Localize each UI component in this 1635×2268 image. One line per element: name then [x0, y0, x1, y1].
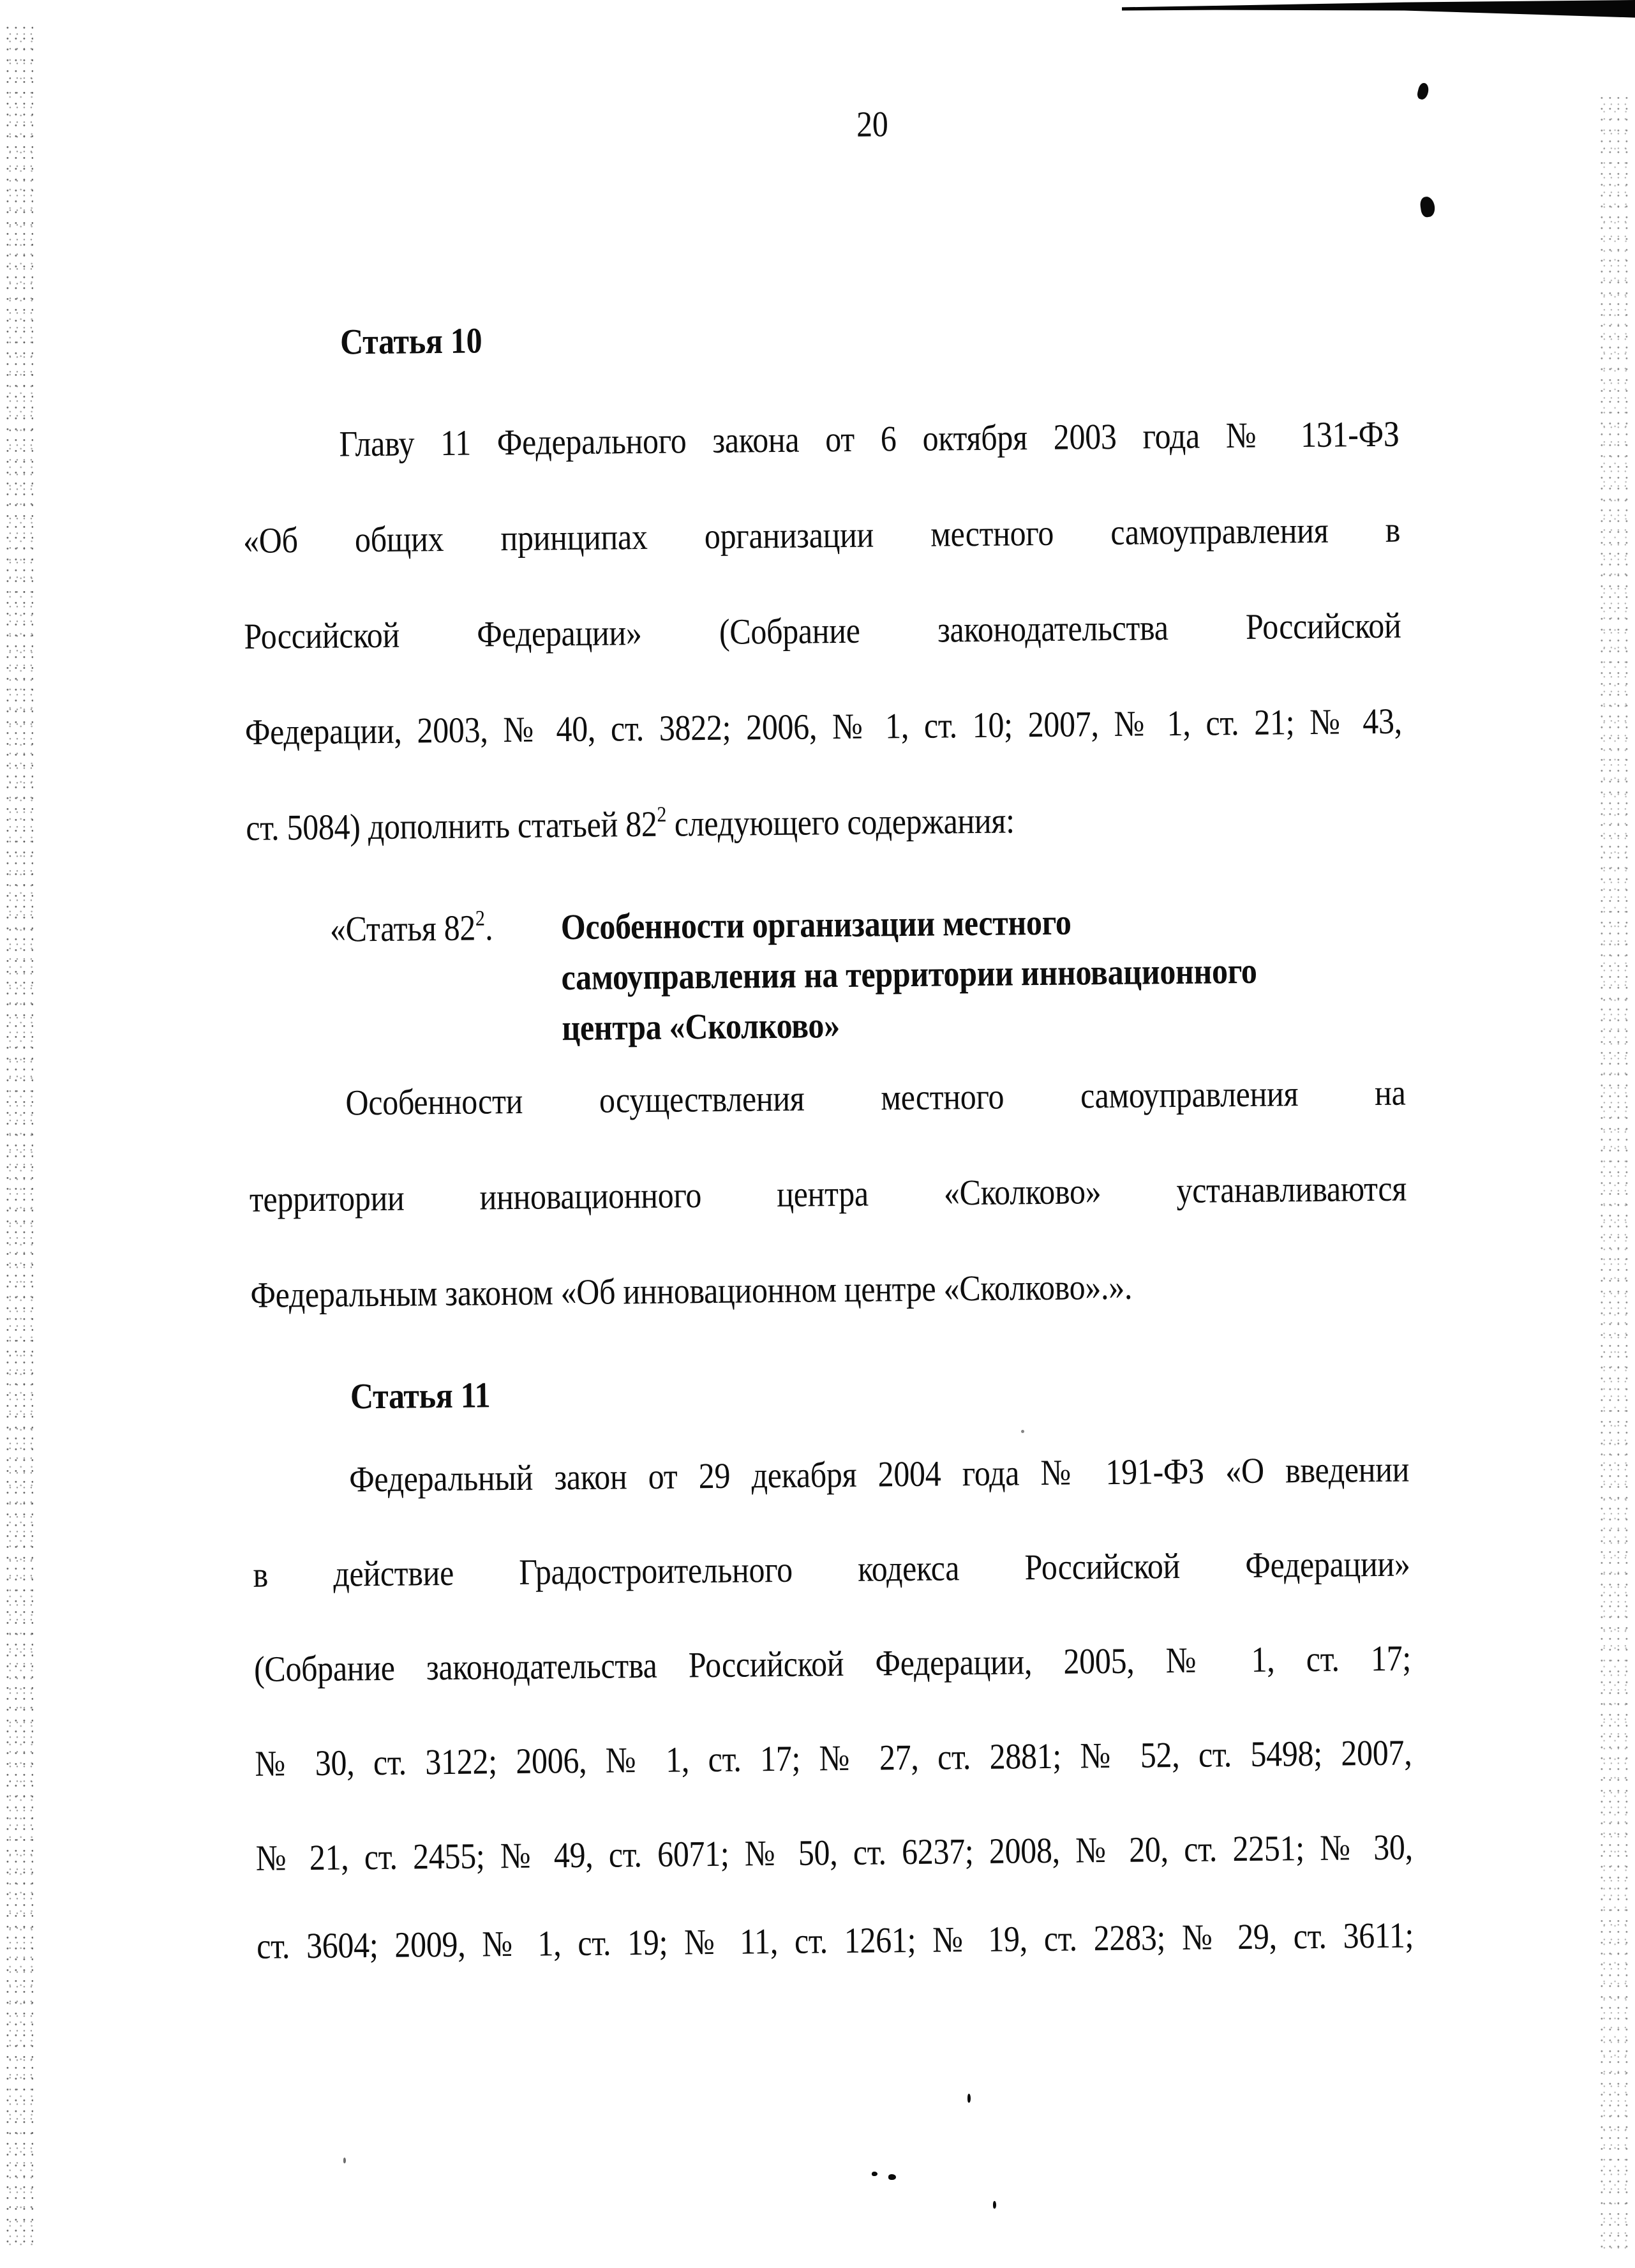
- article-10-paragraph-line: Федерации, 2003, № 40, ст. 3822; 2006, № 1, ст. 10; 2007, № 1, ст. 21; № 43,: [244, 700, 1403, 753]
- article-82-2-label-dot: .: [484, 906, 493, 948]
- article-82-2-paragraph-line: территории инновационного центра «Сколково» устанавливаются: [249, 1168, 1407, 1220]
- citation-text: следующего содержания:: [666, 800, 1015, 845]
- article-82-2-paragraph-line: Федеральным законом «Об инновационном центре «Сколково».».: [250, 1266, 1133, 1316]
- article-11-paragraph-line: (Собрание законодательства Российской Федерации, 2005, № 1, ст. 17;: [253, 1637, 1412, 1690]
- article-10-paragraph-line: [246, 795, 1015, 853]
- superscript-2: 2: [475, 906, 486, 931]
- article-10-paragraph-line: «Об общих принципах организации местного самоуправления в: [243, 509, 1401, 561]
- article-11-heading: Статья 11: [350, 1374, 491, 1416]
- article-11-paragraph-line: № 21, ст. 2455; № 49, ст. 6071; № 50, ст. 6237; 2008, № 20, ст. 2251; № 30,: [255, 1826, 1414, 1879]
- superscript-2: 2: [657, 802, 667, 827]
- article-10-heading: Статья 10: [340, 320, 482, 363]
- article-82-2-label: [329, 902, 493, 954]
- article-11-paragraph-line: в действие Градостроительного кодекса Российской Федерации»: [253, 1543, 1410, 1595]
- article-82-2-title-line: центра «Сколково»: [562, 1004, 840, 1048]
- article-10-paragraph-line: Российской Федерации» (Собрание законодательства Российской: [244, 605, 1401, 657]
- article-82-2-title-line: самоуправления на территории инновационного: [561, 950, 1257, 998]
- article-11-paragraph-line: Федеральный закон от 29 декабря 2004 года № 191-ФЗ «О введении: [348, 1448, 1410, 1499]
- article-11-paragraph-line: № 30, ст. 3122; 2006, № 1, ст. 17; № 27, ст. 2881; № 52, ст. 5498; 2007,: [255, 1732, 1412, 1784]
- article-82-2-title-line: Особенности организации местного: [560, 901, 1071, 947]
- page-number: 20: [856, 103, 888, 145]
- article-82-2-paragraph-line: Особенности осуществления местного самоуправления на: [345, 1072, 1406, 1123]
- article-82-2-label-text: «Статья 82: [329, 907, 476, 950]
- article-10-paragraph-line: Главу 11 Федерального закона от 6 октября 2003 года № 131-ФЗ: [339, 413, 1400, 465]
- article-11-paragraph-line: ст. 3604; 2009, № 1, ст. 19; № 11, ст. 1261; № 19, ст. 2283; № 29, ст. 3611;: [256, 1914, 1414, 1967]
- citation-text: ст. 5084) дополнить статьей 82: [246, 803, 657, 848]
